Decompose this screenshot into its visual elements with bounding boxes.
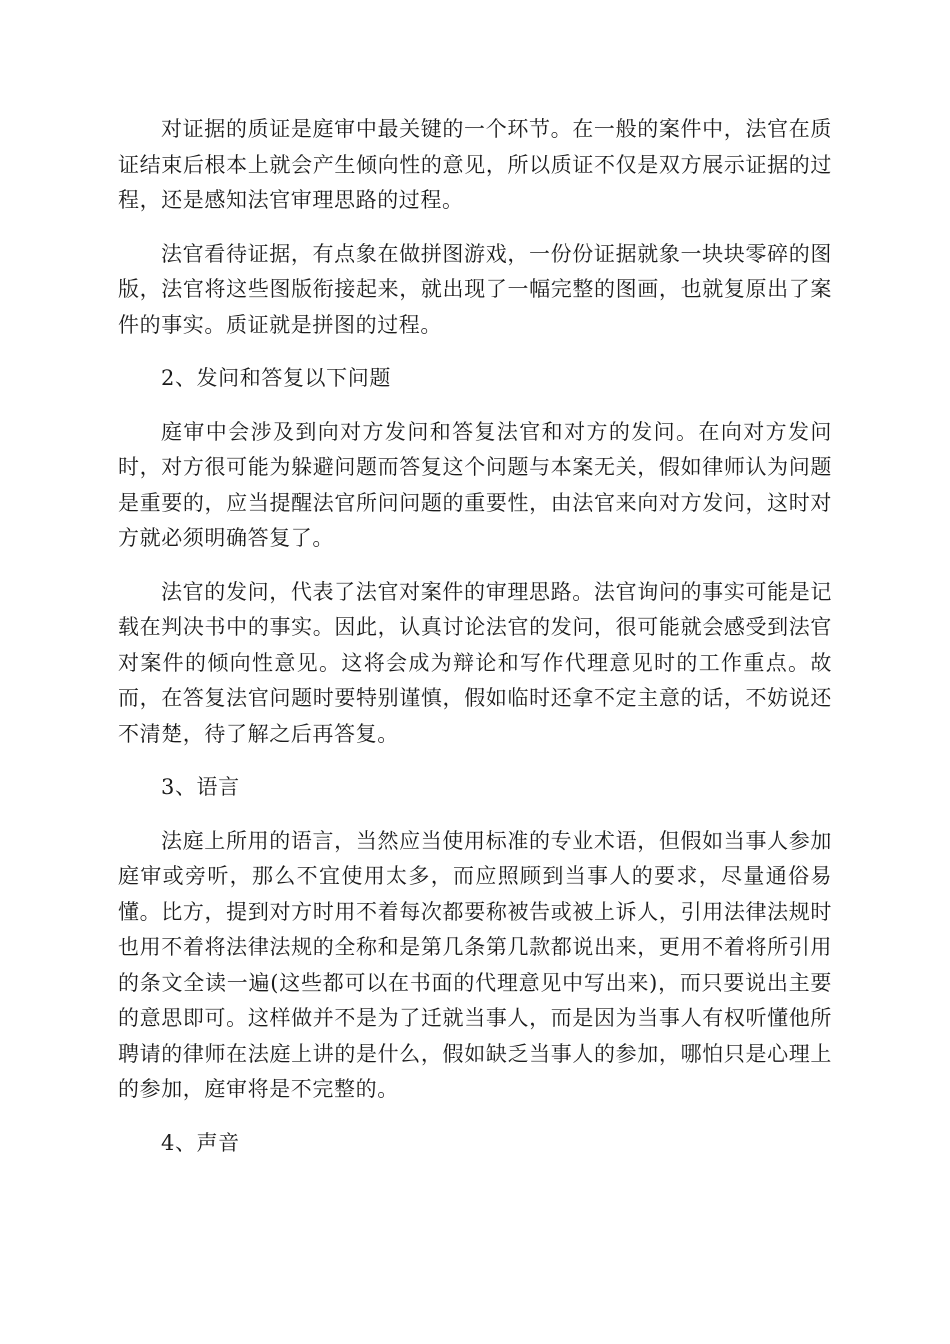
section-heading-questioning: 2、发问和答复以下问题 [161, 366, 391, 390]
paragraph-cross-examination: 对证据的质证是庭审中最关键的一个环节。在一般的案件中，法官在质证结束后根本上就会产生倾向性的意见，所以质证不仅是双方展示证据的过程，还是感知法官审理思路的过程。 [118, 117, 832, 212]
paragraph-judge-questions: 法官的发问，代表了法官对案件的审理思路。法官询问的事实可能是记载在判决书中的事实。因此，认真讨论法官的发问，很可能就会感受到法官对案件的倾向性意见。这将会成为辩论和写作代理意见时的工作重点。故而，在答复法官问题时要特别谨慎，假如临时还拿不定主意的话，不妨说还不清楚，待了解之后再答复。 [118, 579, 832, 746]
paragraph-asking-opponent: 庭审中会涉及到向对方发问和答复法官和对方的发问。在向对方发问时，对方很可能为躲避问题而答复这个问题与本案无关，假如律师认为问题是重要的，应当提醒法官所问问题的重要性，由法官来向对方发问，这时对方就必须明确答复了。 [118, 419, 832, 550]
section-heading-language: 3、语言 [161, 775, 240, 799]
paragraph-court-language: 法庭上所用的语言，当然应当使用标准的专业术语，但假如当事人参加庭审或旁听，那么不宜使用太多，而应照顾到当事人的要求，尽量通俗易懂。比方，提到对方时用不着每次都要称被告或被上诉人，引用法律法规时也用不着将法律法规的全称和是第几条第几款都说出来，更用不着将所引用的条文全读一遍(这些都可以在书面的代理意见中写出来)，而只要说出主要的意思即可。这样做并不是为了迁就当事人，而是因为当事人有权听懂他所聘请的律师在法庭上讲的是什么，假如缺乏当事人的参加，哪怕只是心理上的参加，庭审将是不完整的。 [118, 828, 832, 1101]
section-heading-voice: 4、声音 [161, 1130, 240, 1155]
document-page [118, 112, 832, 1179]
paragraph-puzzle-analogy: 法官看待证据，有点象在做拼图游戏，一份份证据就象一块块零碎的图版，法官将这些图版衔接起来，就出现了一幅完整的图画，也就复原出了案件的事实。质证就是拼图的过程。 [118, 241, 832, 337]
